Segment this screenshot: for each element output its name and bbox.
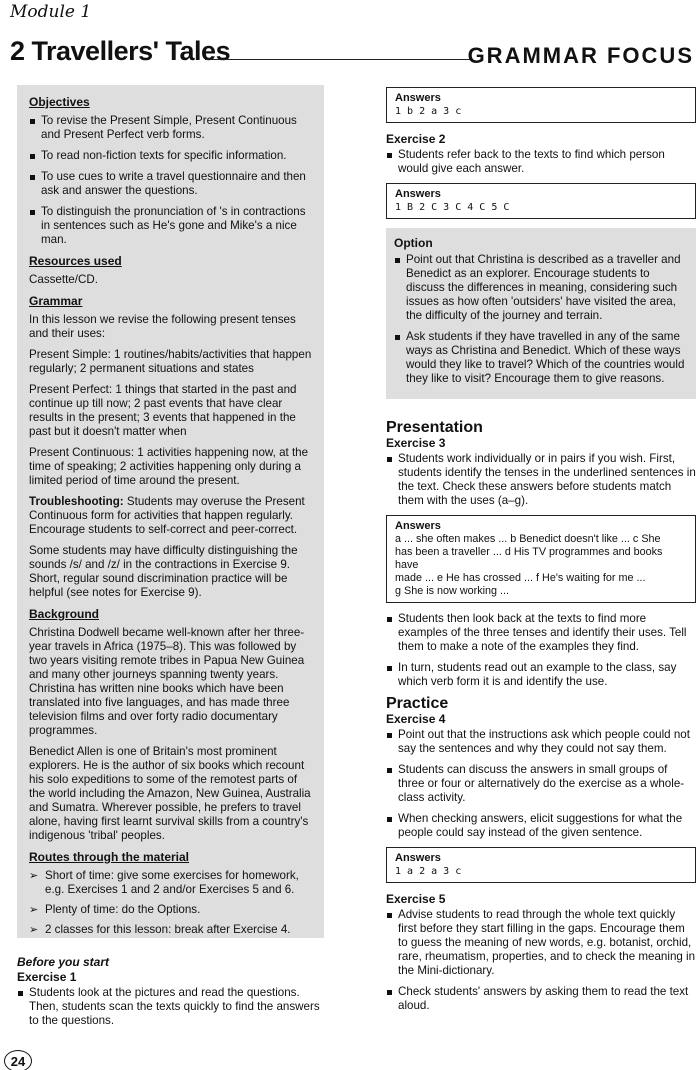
exercise-4-item: Students can discuss the answers in small groups of three or four or alternatively do the exercise as a whole-class activity. (386, 763, 696, 805)
objectives-box (17, 85, 324, 938)
present-perfect-text: Present Perfect: 1 things that started in the past and continue up till now; 2 past events that have clear results in the present; 3 events that happened in the past but it doesn't matter when (29, 383, 297, 438)
presentation-heading: Presentation (386, 419, 483, 436)
exercise-5-heading: Exercise 5 (386, 892, 446, 906)
unit-title: 2 Travellers' Tales (10, 36, 231, 66)
option-heading: Option (394, 236, 433, 250)
route-item: ➢ 2 classes for this lesson: break after Exercise 4. (29, 923, 315, 937)
answers-line: g She is now working ... (395, 585, 510, 597)
exercise-3-item: Students then look back at the texts to find more examples of the three tenses and identify their uses. Tell them to make a note of the examples they find. (386, 612, 696, 654)
objective-item: To use cues to write a travel questionnaire and then ask and answer the questions. (29, 170, 315, 198)
exercise-3-item: In turn, students read out an example to the class, say which verb form it is and identify the use. (386, 661, 696, 689)
answers-label: Answers (395, 92, 441, 104)
exercise-3-heading: Exercise 3 (386, 436, 446, 450)
answers-box-4 (386, 847, 696, 883)
routes-list (29, 869, 315, 937)
answers-text: 1 a 2 a 3 c (395, 866, 462, 877)
page-number: 24 (4, 1050, 32, 1070)
exercise-4-item: Point out that the instructions ask which people could not say the sentences and why they could not say them. (386, 728, 696, 756)
troubleshooting-text (29, 495, 315, 537)
right-column (386, 87, 696, 1020)
objective-item: To revise the Present Simple, Present Continuous and Present Perfect verb forms. (29, 114, 315, 142)
objectives-heading: Objectives (29, 95, 90, 109)
option-item: Point out that Christina is described as a traveller and Benedict as an explorer. Encourage students to discuss the differences in meaning, considering such issues as how often 'outsiders' have visited the area, the difficulty of the journey and terrain. (394, 253, 688, 323)
present-simple-text: Present Simple: 1 routines/habits/activities that happen regularly; 2 permanent situations and states (29, 348, 312, 375)
answers-box-2 (386, 183, 696, 219)
title-rule (205, 59, 470, 60)
grammar-heading: Grammar (29, 294, 83, 308)
answers-line: has been a traveller ... d His TV programmes and books have (395, 546, 663, 571)
option-box (386, 228, 696, 399)
answers-line: made ... e He has crossed ... f He's waiting for me ... (395, 572, 646, 584)
troubleshooting-body: Students may overuse the Present Continuous form for activities that happen regularly. Encourage students to self-correct and peer-correct. (29, 495, 305, 536)
objective-item: To distinguish the pronunciation of 's in contractions in sentences such as He's gone and Mike's a nice man. (29, 205, 315, 247)
background-christina: Christina Dodwell became well-known after her three-year travels in Africa (1975–8). This was followed by two years visiting remote tribes in Papua New Guinea and many other journeys spanning twenty years. Christina has written nine books which have been translated into five languages, and has made three television films and over forty radio documentary programmes. (29, 626, 305, 737)
resources-heading: Resources used (29, 254, 122, 268)
answers-text: 1 b 2 a 3 c (395, 106, 462, 117)
answers-box-3 (386, 515, 696, 603)
answers-label: Answers (395, 188, 441, 200)
exercise-4-heading: Exercise 4 (386, 712, 446, 726)
route-item: ➢ Short of time: give some exercises for homework, e.g. Exercises 1 and 2 and/or Exercises 5 and 6. (29, 869, 315, 897)
objectives-list (29, 114, 315, 247)
section-heading: GRAMMAR FOCUS (467, 43, 694, 68)
resources-text: Cassette/CD. (29, 273, 98, 286)
route-item: ➢ Plenty of time: do the Options. (29, 903, 315, 917)
answers-box-1 (386, 87, 696, 123)
routes-heading: Routes through the material (29, 850, 190, 864)
exercise-1-text: Students look at the pictures and read the questions. Then, students scan the texts quickly to find the answers to the questions. (17, 986, 324, 1028)
exercise-1-heading: Exercise 1 (17, 970, 77, 984)
practice-heading: Practice (386, 695, 449, 712)
module-label: Module 1 (10, 2, 92, 22)
exercise-4-item: When checking answers, elicit suggestions for what the people could say instead of the given sentence. (386, 812, 696, 840)
troubleshooting-label: Troubleshooting: (29, 495, 124, 508)
exercise-2-text: Students refer back to the texts to find which person would give each answer. (386, 148, 696, 176)
exercise-2-heading: Exercise 2 (386, 132, 446, 146)
exercise-5-item: Check students' answers by asking them to read the text aloud. (386, 985, 696, 1013)
answers-text: 1 B 2 C 3 C 4 C 5 C (395, 202, 510, 213)
troubleshooting-text-2: Some students may have difficulty distinguishing the sounds /s/ and /z/ in the contractions in Exercise 9. Short, regular sound discrimination practice will be helpful (see notes for Exercise 9). (29, 544, 298, 599)
exercise-5-item: Advise students to read through the whole text quickly first before they start filling in the gaps. Encourage them to guess the meaning of new words, e.g. botanist, orchid, rare, rheumatism, properties, and to check the meaning in the Mini-dictionary. (386, 908, 696, 978)
answers-label: Answers (395, 520, 441, 532)
background-benedict: Benedict Allen is one of Britain's most prominent explorers. He is the author of six books which recount his solo expeditions to some of the remotest parts of the world including the Amazon, New Guinea, Australia and Sumatra. Wherever possible, he prefers to travel alone, having first learnt survival skills from a country's indigenous 'tribal' peoples. (29, 745, 311, 842)
present-continuous-text: Present Continuous: 1 activities happening now, at the time of speaking; 2 activities happening only during a limited period of time around the present. (29, 446, 309, 487)
grammar-intro: In this lesson we revise the following present tenses and their uses: (29, 313, 296, 340)
before-you-start-section (17, 955, 324, 1035)
answers-label: Answers (395, 852, 441, 864)
answers-line: a ... she often makes ... b Benedict doesn't like ... c She (395, 533, 661, 545)
background-heading: Background (29, 607, 100, 621)
objective-item: To read non-fiction texts for specific information. (29, 149, 315, 163)
before-you-start-heading: Before you start (17, 955, 110, 969)
option-item: Ask students if they have travelled in any of the same ways as Christina and Benedict. Which of these ways would they like to travel? Which of the countries would they like to visit? Encourage them to give reasons. (394, 330, 688, 386)
exercise-3-text: Students work individually or in pairs if you wish. First, students identify the tenses in the underlined sentences in the text. Check these answers before students match them with the uses (a–g). (386, 452, 696, 508)
